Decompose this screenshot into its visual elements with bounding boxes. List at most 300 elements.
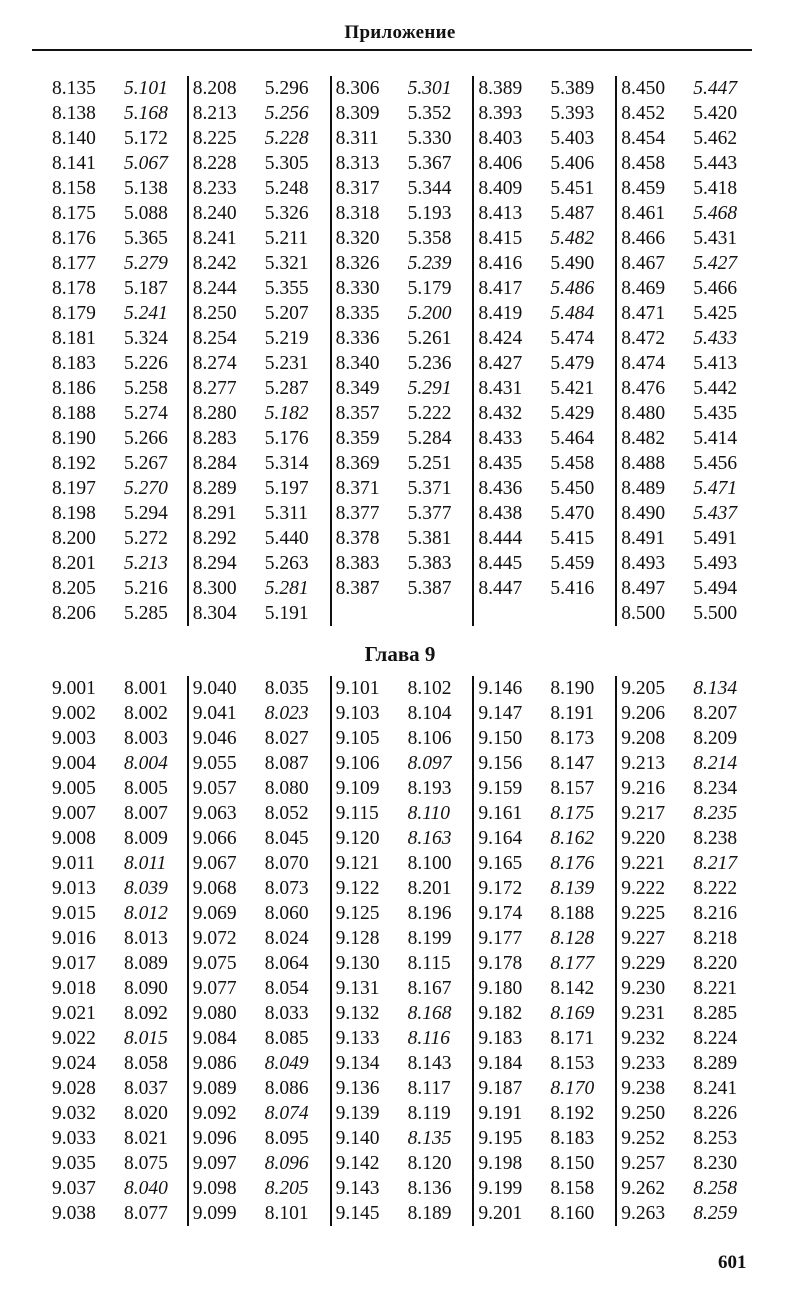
table-row (474, 901, 615, 926)
table-row (474, 101, 615, 126)
new-number: 8.175 (550, 803, 595, 824)
new-number: 8.004 (124, 753, 168, 774)
new-number: 5.305 (264, 153, 309, 174)
table-row (189, 1101, 330, 1126)
table-row (332, 451, 473, 476)
new-number: 8.150 (550, 1153, 595, 1174)
table-row (332, 526, 473, 551)
old-number: 9.180 (478, 978, 523, 999)
old-number: 9.178 (478, 953, 523, 974)
old-number: 9.143 (335, 1178, 380, 1199)
table-row (474, 701, 615, 726)
old-number: 9.017 (52, 953, 96, 974)
new-number: 8.086 (264, 1078, 309, 1099)
new-number: 5.490 (550, 253, 595, 274)
old-number: 9.106 (335, 753, 380, 774)
new-number: 8.074 (264, 1103, 309, 1124)
new-number: 8.188 (550, 903, 595, 924)
table-row (189, 76, 330, 101)
table-row (189, 201, 330, 226)
new-number: 8.157 (550, 778, 595, 799)
table-row (332, 301, 473, 326)
table-row (617, 401, 756, 426)
old-number: 8.197 (52, 478, 96, 499)
table-row (617, 126, 756, 151)
new-number: 8.035 (264, 678, 309, 699)
old-number: 9.072 (192, 928, 237, 949)
old-number: 9.069 (192, 903, 237, 924)
old-number: 9.227 (621, 928, 666, 949)
old-number: 8.493 (621, 553, 666, 574)
table-row (189, 126, 330, 151)
new-number: 5.486 (550, 278, 595, 299)
new-number: 5.377 (407, 503, 452, 524)
old-number: 8.340 (335, 353, 380, 374)
old-number: 8.292 (192, 528, 237, 549)
new-number: 8.241 (693, 1078, 738, 1099)
old-number: 8.369 (335, 453, 380, 474)
table-row (474, 426, 615, 451)
old-number: 9.225 (621, 903, 666, 924)
table-row (332, 326, 473, 351)
table-row (474, 1201, 615, 1226)
table-row (189, 351, 330, 376)
old-number: 9.097 (192, 1153, 237, 1174)
old-number: 8.274 (192, 353, 237, 374)
table-row (189, 551, 330, 576)
old-number: 9.131 (335, 978, 380, 999)
table-row (617, 676, 756, 701)
old-number: 9.221 (621, 853, 666, 874)
old-number: 9.172 (478, 878, 523, 899)
table-row (474, 676, 615, 701)
new-number: 8.192 (550, 1103, 595, 1124)
table-row (46, 251, 187, 276)
old-number: 8.294 (192, 553, 237, 574)
new-number: 5.207 (264, 303, 309, 324)
old-number: 8.472 (621, 328, 666, 349)
new-number: 8.209 (693, 728, 738, 749)
table-row (189, 926, 330, 951)
table-row (474, 201, 615, 226)
table-row (189, 1151, 330, 1176)
table-row (46, 1026, 187, 1051)
old-number: 9.208 (621, 728, 666, 749)
old-number: 9.177 (478, 928, 523, 949)
old-number: 8.183 (52, 353, 96, 374)
new-number: 8.040 (124, 1178, 168, 1199)
old-number: 9.222 (621, 878, 666, 899)
old-number: 9.263 (621, 1203, 666, 1224)
table-row (617, 726, 756, 751)
new-number: 8.104 (407, 703, 452, 724)
new-number: 5.266 (124, 428, 168, 449)
table-row (332, 576, 473, 601)
old-number: 9.156 (478, 753, 523, 774)
new-number: 8.168 (407, 1003, 452, 1024)
table-row (46, 1126, 187, 1151)
new-number: 5.383 (407, 553, 452, 574)
old-number: 8.419 (478, 303, 523, 324)
new-number: 8.060 (264, 903, 309, 924)
new-number: 8.147 (550, 753, 595, 774)
new-number: 8.110 (407, 803, 451, 824)
old-number: 9.021 (52, 1003, 96, 1024)
old-number: 8.417 (478, 278, 523, 299)
old-number: 9.146 (478, 678, 523, 699)
old-number: 9.109 (335, 778, 380, 799)
new-number: 8.230 (693, 1153, 738, 1174)
old-number: 8.176 (52, 228, 96, 249)
old-number: 8.135 (52, 78, 96, 99)
new-number: 5.371 (407, 478, 452, 499)
old-number: 9.132 (335, 1003, 380, 1024)
new-number: 8.073 (264, 878, 309, 899)
new-number: 8.136 (407, 1178, 452, 1199)
old-number: 8.450 (621, 78, 666, 99)
table-row (46, 576, 187, 601)
old-number: 8.424 (478, 328, 523, 349)
new-number: 8.289 (693, 1053, 738, 1074)
new-number: 8.218 (693, 928, 738, 949)
old-number: 9.013 (52, 878, 96, 899)
table-row (474, 476, 615, 501)
table-row (189, 576, 330, 601)
table-row (332, 1176, 473, 1201)
new-number: 5.067 (124, 153, 168, 174)
old-number: 8.416 (478, 253, 523, 274)
new-number: 8.258 (693, 1178, 738, 1199)
new-number: 8.128 (550, 928, 595, 949)
old-number: 8.435 (478, 453, 523, 474)
new-number: 8.080 (264, 778, 309, 799)
new-number: 5.187 (124, 278, 168, 299)
old-number: 8.206 (52, 603, 96, 624)
table-row (46, 726, 187, 751)
old-number: 9.125 (335, 903, 380, 924)
old-number: 9.055 (192, 753, 237, 774)
table-row (46, 1201, 187, 1226)
old-number: 8.387 (335, 578, 380, 599)
table-row (189, 1001, 330, 1026)
old-number: 9.230 (621, 978, 666, 999)
new-number: 5.358 (407, 228, 452, 249)
table-row (189, 426, 330, 451)
new-number: 5.500 (693, 603, 738, 624)
old-number: 8.280 (192, 403, 237, 424)
table-row (46, 801, 187, 826)
old-number: 8.459 (621, 178, 666, 199)
table-row (474, 876, 615, 901)
table-row (617, 276, 756, 301)
table-row (46, 226, 187, 251)
new-number: 5.226 (124, 353, 168, 374)
old-number: 9.096 (192, 1128, 237, 1149)
table-row (332, 826, 473, 851)
old-number: 8.175 (52, 203, 96, 224)
old-number: 8.432 (478, 403, 523, 424)
old-number: 9.022 (52, 1028, 96, 1049)
table-row (46, 76, 187, 101)
new-number: 8.162 (550, 828, 595, 849)
new-number: 5.403 (550, 128, 595, 149)
old-number: 9.032 (52, 1103, 96, 1124)
table-row (332, 151, 473, 176)
old-number: 8.311 (335, 128, 379, 149)
old-number: 9.252 (621, 1128, 666, 1149)
table-row (189, 951, 330, 976)
new-number: 5.213 (124, 553, 168, 574)
old-number: 8.304 (192, 603, 237, 624)
old-number: 9.159 (478, 778, 523, 799)
old-number: 8.306 (335, 78, 380, 99)
table-row (474, 526, 615, 551)
new-number: 8.117 (407, 1078, 451, 1099)
table-row (189, 176, 330, 201)
table-row (189, 751, 330, 776)
table-row (332, 551, 473, 576)
table-row (46, 976, 187, 1001)
new-number: 8.221 (693, 978, 738, 999)
table-row (617, 1101, 756, 1126)
old-number: 8.336 (335, 328, 380, 349)
new-number: 5.228 (264, 128, 309, 149)
new-number: 5.494 (693, 578, 738, 599)
table-row (474, 151, 615, 176)
new-number: 8.142 (550, 978, 595, 999)
new-number: 5.261 (407, 328, 452, 349)
new-number: 5.451 (550, 178, 595, 199)
table-row (46, 1001, 187, 1026)
old-number: 8.141 (52, 153, 96, 174)
new-number: 5.251 (407, 453, 452, 474)
table-row (46, 276, 187, 301)
old-number: 8.317 (335, 178, 380, 199)
table-row (617, 1151, 756, 1176)
old-number: 9.016 (52, 928, 96, 949)
table-row (46, 376, 187, 401)
old-number: 8.250 (192, 303, 237, 324)
new-number: 5.420 (693, 103, 738, 124)
new-number: 5.241 (124, 303, 168, 324)
new-number: 5.285 (124, 603, 168, 624)
old-number: 8.140 (52, 128, 96, 149)
new-number: 8.119 (407, 1103, 451, 1124)
table-row (474, 376, 615, 401)
new-number: 5.281 (264, 578, 309, 599)
table-row (474, 251, 615, 276)
old-number: 9.233 (621, 1053, 666, 1074)
table-row (474, 551, 615, 576)
table-row (474, 751, 615, 776)
old-number: 9.229 (621, 953, 666, 974)
old-number: 9.250 (621, 1103, 666, 1124)
table-row (189, 526, 330, 551)
new-number: 5.211 (264, 228, 308, 249)
table-row (332, 501, 473, 526)
old-number: 8.500 (621, 603, 666, 624)
new-number: 5.287 (264, 378, 309, 399)
table-row (46, 601, 187, 626)
new-number: 5.311 (264, 503, 308, 524)
table-column (332, 76, 475, 626)
table-row (617, 876, 756, 901)
old-number: 8.228 (192, 153, 237, 174)
old-number: 8.188 (52, 403, 96, 424)
table-row (474, 301, 615, 326)
table-row (332, 776, 473, 801)
table-row (189, 1076, 330, 1101)
table-row (332, 426, 473, 451)
old-number: 9.164 (478, 828, 523, 849)
old-number: 8.490 (621, 503, 666, 524)
table-row (46, 451, 187, 476)
table-row (617, 801, 756, 826)
old-number: 8.476 (621, 378, 666, 399)
table-row (46, 826, 187, 851)
table-column (189, 676, 332, 1226)
table-row (189, 1176, 330, 1201)
table-row (332, 201, 473, 226)
old-number: 8.289 (192, 478, 237, 499)
table-row (474, 726, 615, 751)
old-number: 8.300 (192, 578, 237, 599)
table-row (617, 776, 756, 801)
old-number: 8.178 (52, 278, 96, 299)
old-number: 8.427 (478, 353, 523, 374)
old-number: 9.195 (478, 1128, 523, 1149)
table-row (332, 476, 473, 501)
old-number: 9.257 (621, 1153, 666, 1174)
table-row (46, 526, 187, 551)
new-number: 5.493 (693, 553, 738, 574)
table-row (617, 351, 756, 376)
new-number: 5.468 (693, 203, 738, 224)
table-row (46, 1051, 187, 1076)
old-number: 9.130 (335, 953, 380, 974)
new-number: 5.442 (693, 378, 738, 399)
table-row (189, 226, 330, 251)
table-row (332, 1076, 473, 1101)
old-number: 9.213 (621, 753, 666, 774)
new-number: 8.021 (124, 1128, 168, 1149)
table-row (474, 176, 615, 201)
old-number: 9.134 (335, 1053, 380, 1074)
new-number: 8.097 (407, 753, 452, 774)
table-row (474, 226, 615, 251)
table-row (474, 851, 615, 876)
old-number: 8.445 (478, 553, 523, 574)
table-row (474, 1051, 615, 1076)
new-number: 5.414 (693, 428, 738, 449)
table-row (617, 1051, 756, 1076)
new-number: 8.077 (124, 1203, 168, 1224)
new-number: 8.173 (550, 728, 595, 749)
table-row (332, 676, 473, 701)
new-number: 8.135 (407, 1128, 452, 1149)
page-number: 601 (718, 1252, 747, 1273)
new-number: 5.291 (407, 378, 452, 399)
table-row (189, 901, 330, 926)
table-row (617, 976, 756, 1001)
new-number: 5.355 (264, 278, 309, 299)
table-row (474, 576, 615, 601)
table-row (474, 501, 615, 526)
old-number: 8.467 (621, 253, 666, 274)
old-number: 9.040 (192, 678, 237, 699)
old-number: 8.444 (478, 528, 523, 549)
old-number: 9.150 (478, 728, 523, 749)
new-number: 5.470 (550, 503, 595, 524)
new-number: 8.002 (124, 703, 168, 724)
new-number: 5.381 (407, 528, 452, 549)
old-number: 8.205 (52, 578, 96, 599)
new-number: 5.415 (550, 528, 595, 549)
new-number: 5.450 (550, 478, 595, 499)
old-number: 9.004 (52, 753, 96, 774)
new-number: 5.284 (407, 428, 452, 449)
table-row (332, 76, 473, 101)
old-number: 9.136 (335, 1078, 380, 1099)
old-number: 8.192 (52, 453, 96, 474)
new-number: 8.207 (693, 703, 738, 724)
old-number: 9.238 (621, 1078, 666, 1099)
table-row (617, 1076, 756, 1101)
new-number: 5.279 (124, 253, 168, 274)
old-number: 9.142 (335, 1153, 380, 1174)
table-row (46, 851, 187, 876)
new-number: 8.234 (693, 778, 738, 799)
table-row (332, 401, 473, 426)
table-row (46, 551, 187, 576)
new-number: 5.274 (124, 403, 168, 424)
table-row (617, 226, 756, 251)
new-number: 8.199 (407, 928, 452, 949)
old-number: 8.277 (192, 378, 237, 399)
old-number: 8.254 (192, 328, 237, 349)
table-row (332, 1026, 473, 1051)
table-section-chapter-8 (46, 76, 756, 626)
chapter-heading: Глава 9 (364, 642, 436, 666)
table-row (189, 726, 330, 751)
old-number: 9.037 (52, 1178, 96, 1199)
old-number: 9.080 (192, 1003, 237, 1024)
old-number: 8.213 (192, 103, 237, 124)
old-number: 8.436 (478, 478, 523, 499)
new-number: 8.216 (693, 903, 738, 924)
old-number: 9.115 (335, 803, 379, 824)
old-number: 9.046 (192, 728, 237, 749)
old-number: 8.371 (335, 478, 380, 499)
old-number: 9.024 (52, 1053, 96, 1074)
new-number: 5.433 (693, 328, 738, 349)
table-row (474, 1076, 615, 1101)
new-number: 5.267 (124, 453, 168, 474)
new-number: 5.197 (264, 478, 309, 499)
old-number: 9.101 (335, 678, 380, 699)
new-number: 5.389 (550, 78, 595, 99)
table-row (474, 1026, 615, 1051)
old-number: 8.233 (192, 178, 237, 199)
new-number: 8.013 (124, 928, 168, 949)
old-number: 8.190 (52, 428, 96, 449)
table-row (332, 226, 473, 251)
new-number: 5.263 (264, 553, 309, 574)
new-number: 5.482 (550, 228, 595, 249)
new-number: 5.101 (124, 78, 168, 99)
table-row (189, 976, 330, 1001)
old-number: 9.262 (621, 1178, 666, 1199)
